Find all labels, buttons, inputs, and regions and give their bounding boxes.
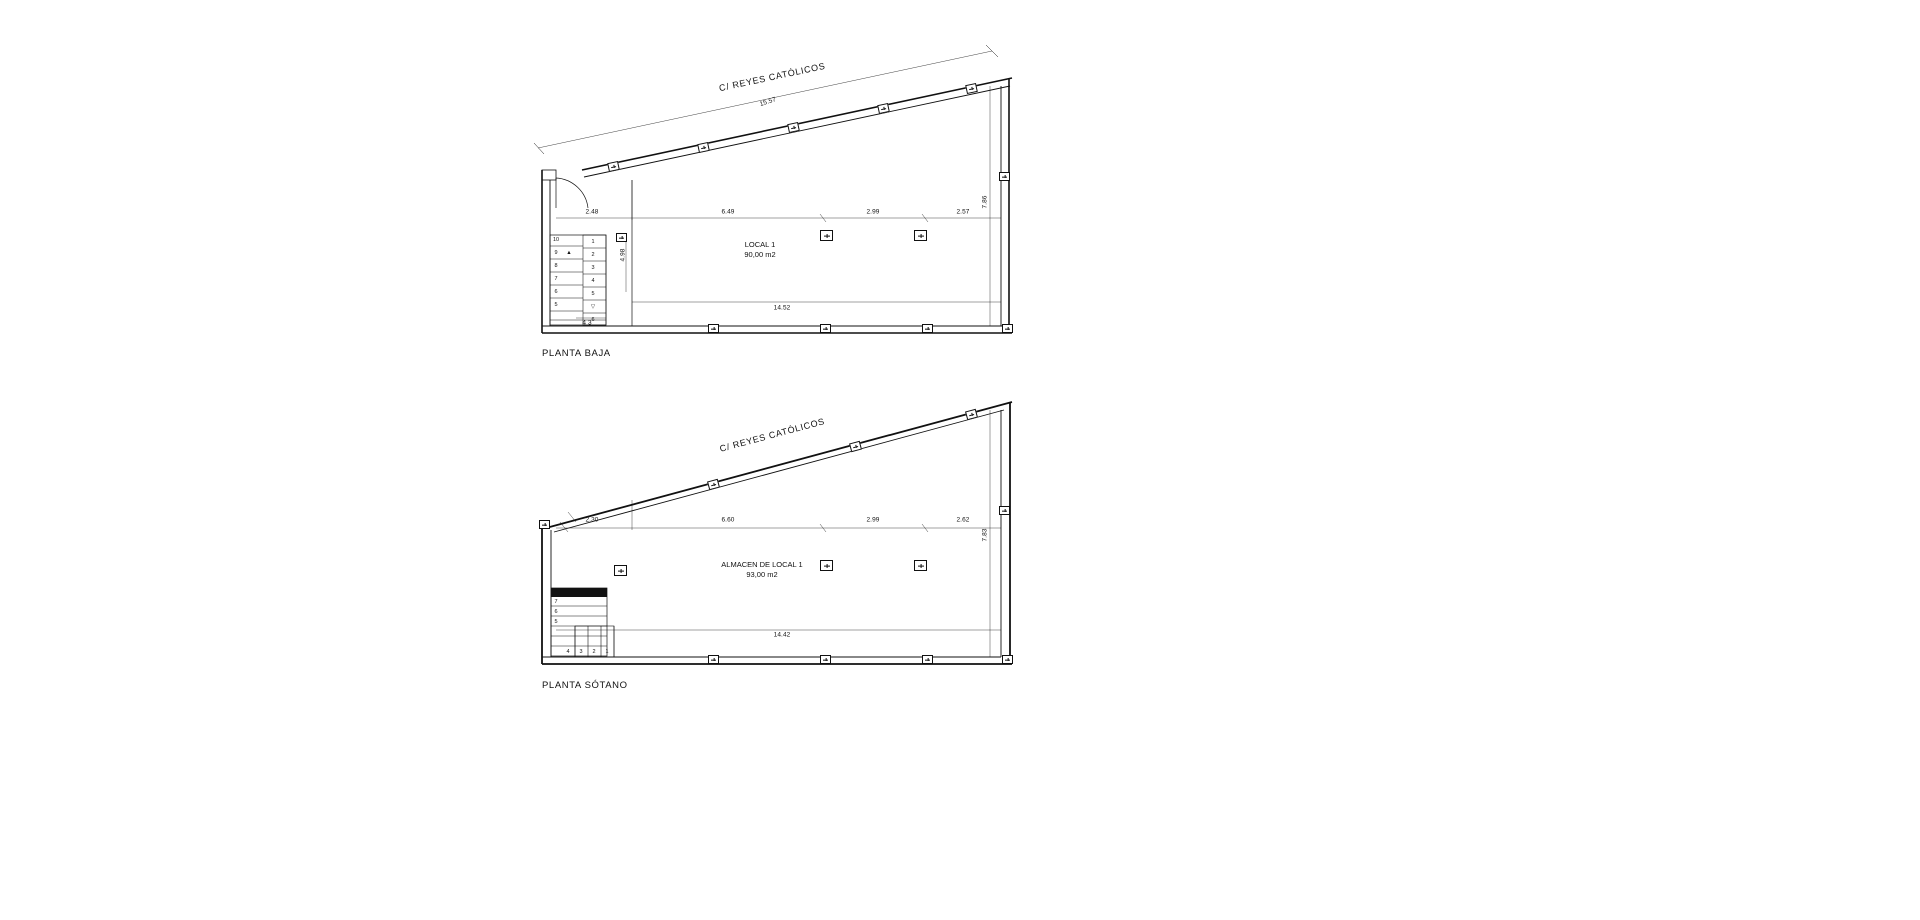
stair-step-number: 6 [554,609,558,615]
window-mark-icon [539,520,550,529]
pillar-icon [820,560,833,571]
dimension-top-left-offset: 2.30 [585,516,599,524]
dimension-bottom-stair: 4 3 [582,319,592,327]
street-label: C/ REYES CATÓLICOS [718,60,827,94]
dimension-bottom-long: 14.52 [773,304,791,312]
stair-up-arrow-icon: ▲ [566,250,572,256]
plan-title-planta-sotano: PLANTA SÓTANO [542,680,628,691]
window-mark-icon [1002,324,1013,333]
stair-step-number: 3 [591,265,595,271]
stair-step-number: 6 [554,289,558,295]
room-area-text: 93,00 m2 [746,570,778,580]
plan-title-planta-baja: PLANTA BAJA [542,348,611,359]
stair-step-number: 6 [591,317,595,323]
stair-step-number: 7 [554,276,558,282]
room-area-text: 90,00 m2 [744,250,776,260]
dimension-top-left-offset: 2.48 [585,208,599,216]
stair-down-arrow-icon: ▽ [590,304,596,310]
dimension-street-run: 15.57 [758,96,778,108]
dimension-right-height: 7.83 [981,528,989,542]
room-label-local-1 [744,240,775,260]
stair-up-arrow-icon: ▲ [553,588,559,594]
window-mark-icon [820,655,831,664]
dimension-top-right-mid: 2.99 [866,516,880,524]
window-mark-icon [708,655,719,664]
dimension-top-right-mid: 2.99 [866,208,880,216]
stair-step-number: 1 [591,239,595,245]
window-mark-icon [708,324,719,333]
dimension-stair-landing-width: 4.98 [619,248,627,262]
window-mark-icon [616,233,627,242]
stair-step-number: 5 [554,619,558,625]
planta-baja-geometry [520,30,1040,370]
dimension-top-right: 2.57 [956,208,970,216]
stair-step-number: 3 [579,649,583,655]
stair-step-number: 4 [591,278,595,284]
stair-step-number: 10 [552,237,560,243]
room-label-almacen [721,560,802,580]
window-mark-icon [820,324,831,333]
pillar-icon [914,230,927,241]
dimension-right-height: 7.86 [981,195,989,209]
dimension-top-mid: 6.49 [721,208,735,216]
stair-step-number: 4 [566,649,570,655]
window-mark-icon [1002,655,1013,664]
plan-planta-baja [520,30,1040,370]
window-mark-icon [999,172,1010,181]
dimension-bottom-long: 14.42 [773,631,791,639]
stair-step-number: 5 [554,302,558,308]
plan-planta-sotano [520,380,1040,700]
pillar-icon [914,560,927,571]
stair-step-number: 9 [554,250,558,256]
stair-step-number: 5 [591,291,595,297]
pillar-icon [820,230,833,241]
stair-step-number: 8 [554,263,558,269]
stair-step-number: 1 [605,649,609,655]
room-name-text: ALMACEN DE LOCAL 1 [721,560,803,569]
stair-step-number: 2 [592,649,596,655]
stair-step-number: 7 [554,599,558,605]
window-mark-icon [922,655,933,664]
dimension-top-right: 2.62 [956,516,970,524]
dimension-top-mid: 6.60 [721,516,735,524]
street-label: C/ REYES CATÓLICOS [718,416,826,454]
window-mark-icon [999,506,1010,515]
stair-step-number: 2 [591,252,595,258]
room-name-text: LOCAL 1 [744,240,776,249]
pillar-icon [614,565,627,576]
window-mark-icon [922,324,933,333]
